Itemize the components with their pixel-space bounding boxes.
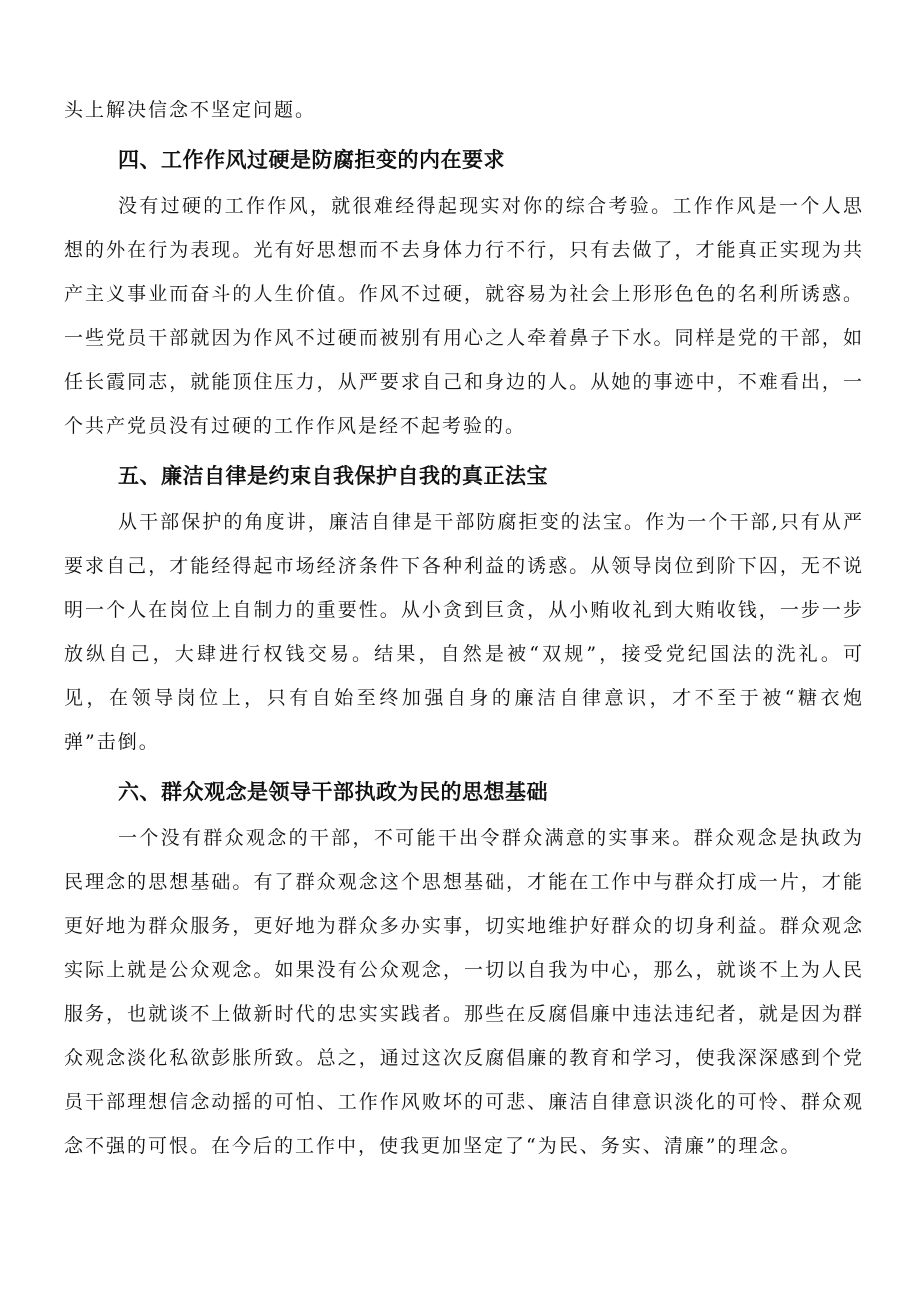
document-body	[64, 88, 864, 1168]
section-heading-4: 四、工作作风过硬是防腐拒变的内在要求	[118, 148, 505, 172]
section-paragraph-5: 从干部保护的角度讲，廉洁自律是干部防腐拒变的法宝。作为一个干部,只有从严要求自己，才能经得起市场经济条件下各种利益的诱惑。从领导岗位到阶下囚，无不说明一个人在岗位上自制力的重要性。从小贪到巨贪，从小贿收礼到大贿收钱，一步一步放纵自己，大肆进行权钱交易。结果，自然是被“双规”，接受党纪国法的洗礼。可见，在领导岗位上，只有自始至终加强自身的廉洁自律意识，才不至于被“糖衣炮弹”击倒。	[64, 511, 864, 753]
section-paragraph-6: 一个没有群众观念的干部，不可能干出令群众满意的实事来。群众观念是执政为民理念的思想基础。有了群众观念这个思想基础，才能在工作中与群众打成一片，才能更好地为群众服务，更好地为群众多办实事，切实地维护好群众的切身利益。群众观念实际上就是公众观念。如果没有公众观念，一切以自我为中心，那么，就谈不上为人民服务，也就谈不上做新时代的忠实实践者。那些在反腐倡廉中违法违纪者，就是因为群众观念淡化私欲彭胀所致。总之，通过这次反腐倡廉的教育和学习，使我深深感到个党员干部理想信念动摇的可怕、工作作风败坏的可悲、廉洁自律意识淡化的可怜、群众观念不强的可恨。在今后的工作中，使我更加坚定了“为民、务实、清廉”的理念。	[64, 827, 864, 1157]
section-paragraph-4: 没有过硬的工作作风，就很难经得起现实对你的综合考验。工作作风是一个人思想的外在行为表现。光有好思想而不去身体力行不行，只有去做了，才能真正实现为共产主义事业而奋斗的人生价值。作风不过硬，就容易为社会上形形色色的名利所诱惑。一些党员干部就因为作风不过硬而被别有用心之人牵着鼻子下水。同样是党的干部，如任长霞同志，就能顶住压力，从严要求自己和身边的人。从她的事迹中，不难看出，一个共产党员没有过硬的工作作风是经不起考验的。	[64, 195, 864, 437]
section-heading-6: 六、群众观念是领导干部执政为民的思想基础	[118, 780, 548, 804]
section-heading-5: 五、廉洁自律是约束自我保护自我的真正法宝	[118, 464, 548, 488]
continuation-paragraph: 头上解决信念不坚定问题。	[64, 99, 317, 121]
